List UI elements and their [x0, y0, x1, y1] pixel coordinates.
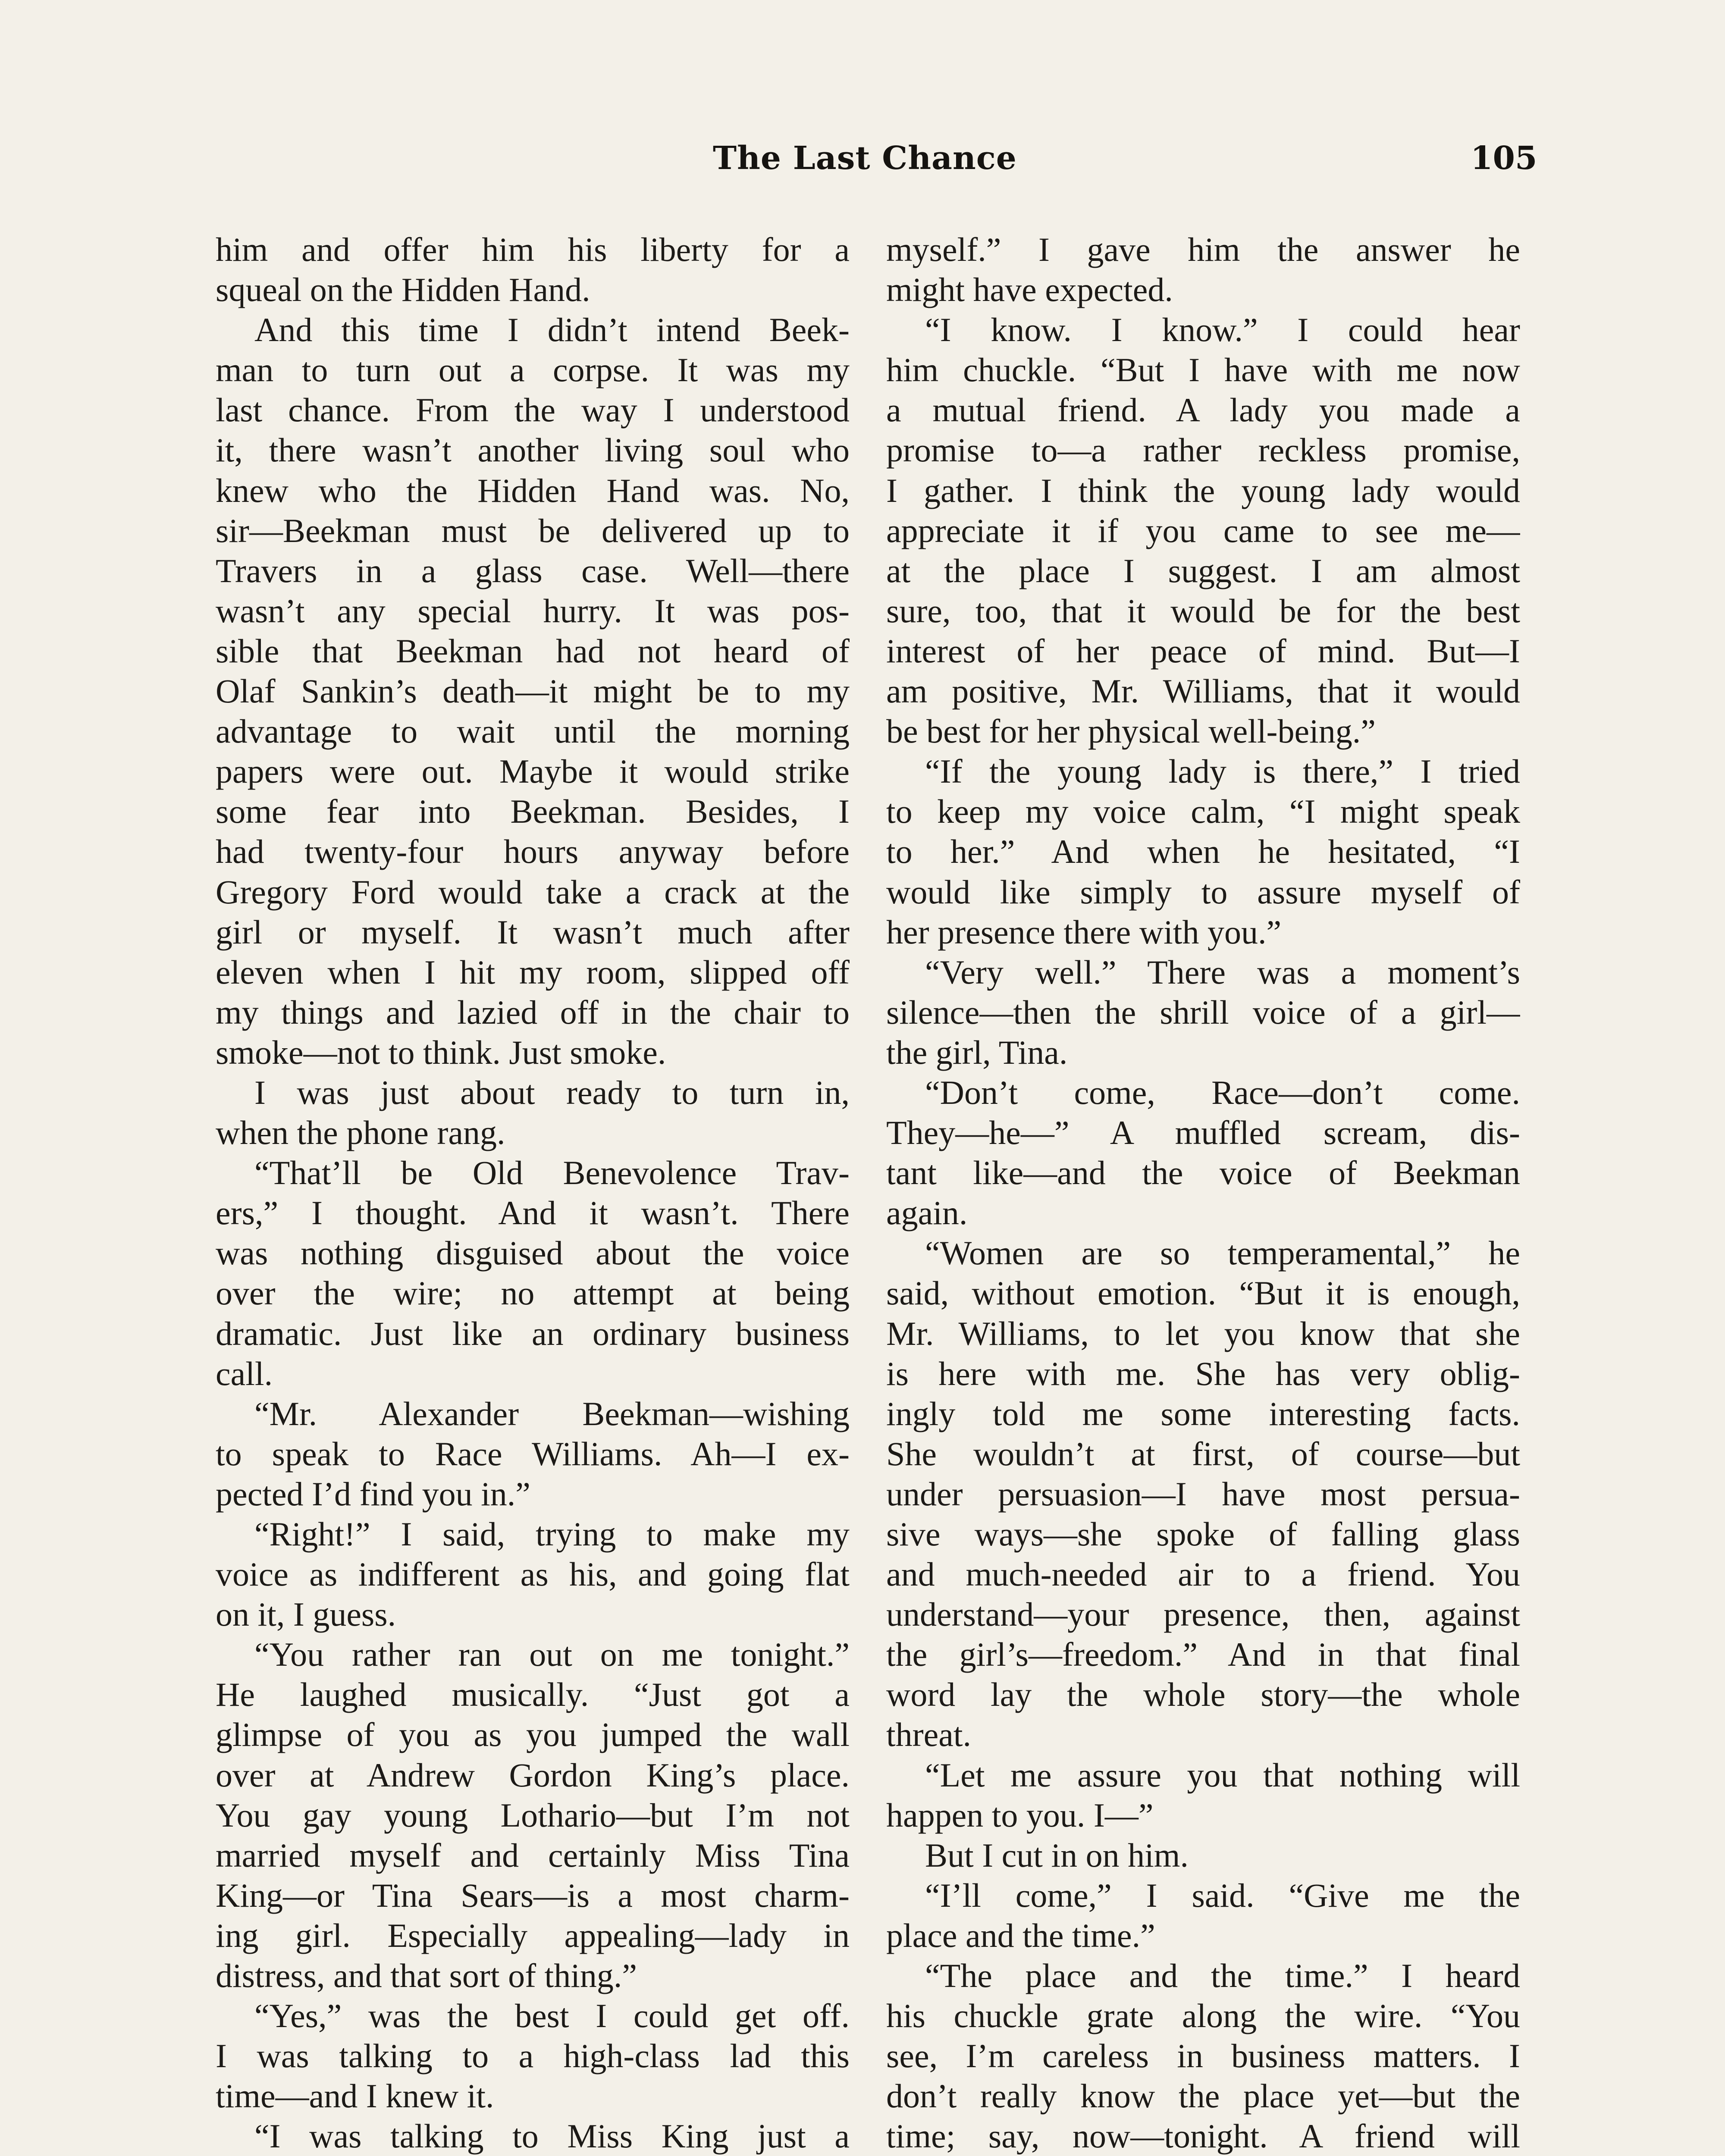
text-line: silence—then the shrill voice of a girl— — [886, 993, 1520, 1031]
text-line: don’t really know the place yet—but the — [886, 2077, 1520, 2115]
text-line: interest of her peace of mind. But—I — [886, 632, 1520, 670]
text-line: call. — [216, 1354, 273, 1392]
text-line: You gay young Lothario—but I’m not — [216, 1796, 850, 1834]
text-line: knew who the Hidden Hand was. No, — [216, 471, 850, 509]
text-line: squeal on the Hidden Hand. — [216, 271, 590, 309]
text-line: when the phone rang. — [216, 1114, 505, 1152]
text-line: sir—Beekman must be delivered up to — [216, 511, 850, 549]
text-line: I gather. I think the young lady would — [886, 471, 1520, 509]
text-line: word lay the whole story—the whole — [886, 1676, 1520, 1714]
text-line: “Yes,” was the best I could get off. — [254, 1997, 850, 2035]
text-line: glimpse of you as you jumped the wall — [216, 1716, 850, 1754]
page-number: 105 — [1471, 140, 1537, 177]
text-line: and much-needed air to a friend. You — [886, 1555, 1520, 1593]
text-line: him and offer him his liberty for a — [216, 231, 850, 268]
text-line: I was just about ready to turn in, — [254, 1073, 850, 1111]
text-line: appreciate it if you came to see me— — [886, 511, 1520, 549]
text-line: “Let me assure you that nothing will — [925, 1756, 1520, 1794]
text-line: time—and I knew it. — [216, 2077, 494, 2115]
text-line: papers were out. Maybe it would strike — [216, 752, 850, 790]
text-line: sible that Beekman had not heard of — [216, 632, 850, 670]
text-line: last chance. From the way I understood — [216, 391, 850, 429]
text-line: She wouldn’t at first, of course—but — [886, 1435, 1520, 1473]
text-line: to keep my voice calm, “I might speak — [886, 793, 1520, 830]
text-line: myself.” I gave him the answer he — [886, 231, 1520, 268]
text-line: “The place and the time.” I heard — [925, 1957, 1520, 1995]
text-line: the girl’s—freedom.” And in that final — [886, 1636, 1520, 1673]
text-column-left — [216, 229, 850, 2156]
text-line: smoke—not to think. Just smoke. — [216, 1033, 666, 1071]
text-line: on it, I guess. — [216, 1595, 396, 1633]
text-line: over the wire; no attempt at being — [216, 1274, 850, 1312]
text-line: distress, and that sort of thing.” — [216, 1957, 637, 1995]
text-line: to her.” And when he hesitated, “I — [886, 833, 1520, 871]
text-line: said, without emotion. “But it is enough, — [886, 1274, 1520, 1312]
text-line: promise to—a rather reckless promise, — [886, 431, 1520, 469]
text-line: happen to you. I—” — [886, 1796, 1154, 1834]
text-line: am positive, Mr. Williams, that it would — [886, 672, 1520, 710]
text-line: He laughed musically. “Just got a — [216, 1676, 850, 1714]
text-line: “Very well.” There was a moment’s — [925, 953, 1520, 991]
text-line: married myself and certainly Miss Tina — [216, 1836, 850, 1874]
text-line: Gregory Ford would take a crack at the — [216, 873, 850, 911]
text-line: his chuckle grate along the wire. “You — [886, 1997, 1520, 2035]
text-line: girl or myself. It wasn’t much after — [216, 913, 850, 951]
text-line: pected I’d find you in.” — [216, 1475, 530, 1513]
text-line: “If the young lady is there,” I tried — [925, 752, 1520, 790]
text-line: understand—your presence, then, against — [886, 1595, 1520, 1633]
text-line: ingly told me some interesting facts. — [886, 1395, 1520, 1432]
text-line: again. — [886, 1194, 968, 1232]
text-line: “Women are so temperamental,” he — [925, 1234, 1520, 1272]
text-line: “Mr. Alexander Beekman—wishing — [254, 1395, 850, 1432]
text-line: ers,” I thought. And it wasn’t. There — [216, 1194, 850, 1232]
text-line: ing girl. Especially appealing—lady in — [216, 1916, 850, 1954]
text-line: King—or Tina Sears—is a most charm- — [216, 1876, 850, 1914]
text-line: sive ways—she spoke of falling glass — [886, 1515, 1520, 1553]
text-line: was nothing disguised about the voice — [216, 1234, 850, 1272]
text-line: tant like—and the voice of Beekman — [886, 1154, 1520, 1192]
text-line: Olaf Sankin’s death—it might be to my — [216, 672, 850, 710]
text-line: sure, too, that it would be for the best — [886, 592, 1520, 630]
text-line: my things and lazied off in the chair to — [216, 993, 850, 1031]
text-column-right — [886, 229, 1520, 2156]
text-line: threat. — [886, 1716, 972, 1754]
text-line: “I’ll come,” I said. “Give me the — [925, 1876, 1520, 1914]
running-header-title: The Last Chance — [713, 140, 1017, 177]
text-line: place and the time.” — [886, 1916, 1155, 1954]
text-line: a mutual friend. A lady you made a — [886, 391, 1520, 429]
text-line: her presence there with you.” — [886, 913, 1282, 951]
text-line: had twenty-four hours anyway before — [216, 833, 850, 871]
text-line: him chuckle. “But I have with me now — [886, 351, 1520, 389]
text-line: time; say, now—tonight. A friend will — [886, 2117, 1520, 2155]
text-line: “I know. I know.” I could hear — [925, 311, 1520, 349]
text-line: But I cut in on him. — [925, 1836, 1189, 1874]
text-line: “Right!” I said, trying to make my — [254, 1515, 850, 1553]
text-line: “Don’t come, Race—don’t come. — [925, 1073, 1520, 1111]
text-line: see, I’m careless in business matters. I — [886, 2037, 1520, 2075]
text-line: “You rather ran out on me tonight.” — [254, 1636, 850, 1673]
text-line: under persuasion—I have most persua- — [886, 1475, 1520, 1513]
text-line: advantage to wait until the morning — [216, 712, 850, 750]
text-line: the girl, Tina. — [886, 1033, 1068, 1071]
text-line: Travers in a glass case. Well—there — [216, 552, 850, 589]
text-line: over at Andrew Gordon King’s place. — [216, 1756, 850, 1794]
text-line: And this time I didn’t intend Beek- — [254, 311, 850, 349]
text-line: voice as indifferent as his, and going flat — [216, 1555, 850, 1593]
text-line: it, there wasn’t another living soul who — [216, 431, 850, 469]
text-line: man to turn out a corpse. It was my — [216, 351, 850, 389]
text-line: to speak to Race Williams. Ah—I ex- — [216, 1435, 850, 1473]
text-line: at the place I suggest. I am almost — [886, 552, 1520, 589]
text-line: is here with me. She has very oblig- — [886, 1354, 1520, 1392]
text-line: would like simply to assure myself of — [886, 873, 1520, 911]
text-line: Mr. Williams, to let you know that she — [886, 1314, 1520, 1352]
text-line: might have expected. — [886, 271, 1173, 309]
text-line: They—he—” A muffled scream, dis- — [886, 1114, 1520, 1152]
text-line: some fear into Beekman. Besides, I — [216, 793, 850, 830]
text-line: dramatic. Just like an ordinary business — [216, 1314, 850, 1352]
text-line: wasn’t any special hurry. It was pos- — [216, 592, 850, 630]
text-line: be best for her physical well-being.” — [886, 712, 1376, 750]
text-line: eleven when I hit my room, slipped off — [216, 953, 850, 991]
text-line: I was talking to a high-class lad this — [216, 2037, 850, 2075]
text-line: “That’ll be Old Benevolence Trav- — [254, 1154, 850, 1192]
text-line: “I was talking to Miss King just a — [254, 2117, 850, 2155]
